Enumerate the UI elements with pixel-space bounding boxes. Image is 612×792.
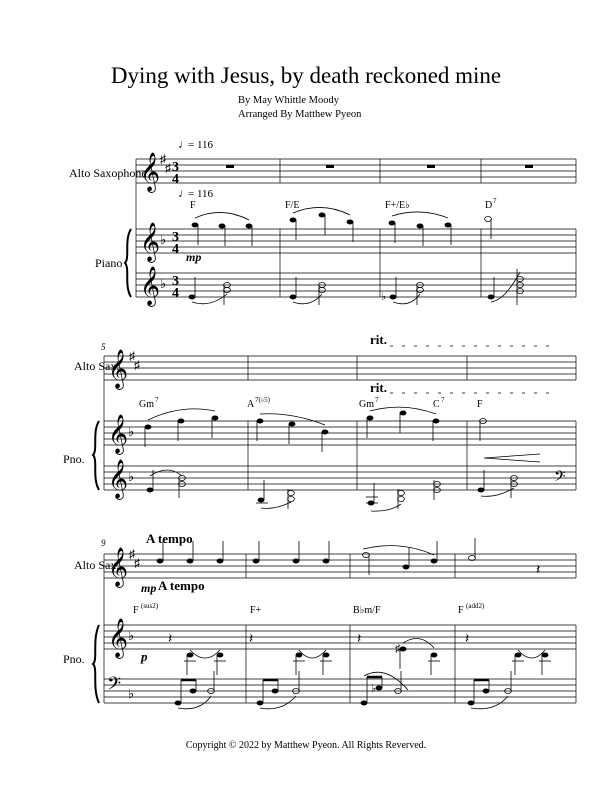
- system-1-strokes: [192, 207, 523, 305]
- system-3: [93, 554, 576, 703]
- sharp-icon: ♯: [134, 358, 140, 372]
- instrument-label-sax: Alto Saxophone: [69, 166, 147, 180]
- chord-symbol: Gm: [359, 399, 374, 410]
- quarter-rest-icon: 𝄽: [465, 632, 470, 647]
- chord-symbol: A: [247, 399, 255, 410]
- bass-clef-icon: 𝄢: [554, 468, 566, 488]
- dynamic-p: p: [141, 649, 148, 664]
- instrument-label-sax-short: Alto Sax.: [74, 558, 120, 572]
- chord-symbol: B♭m/F: [353, 605, 381, 616]
- chord-symbol: F/E: [285, 200, 300, 211]
- page-title: Dying with Jesus, by death reckoned mine: [110, 63, 502, 88]
- time-sig-den: 4: [172, 172, 179, 187]
- a-tempo-marking: A tempo: [146, 531, 193, 546]
- chord-suffix: 7(♭5): [255, 396, 270, 404]
- a-tempo-marking: A tempo: [158, 578, 205, 593]
- treble-clef-icon: 𝄞: [108, 416, 129, 453]
- measure-number: 9: [101, 538, 106, 548]
- quarter-rest-icon: 𝄽: [249, 632, 254, 647]
- instrument-label-sax-short: Alto Sax.: [74, 359, 120, 373]
- quarter-rest-icon: 𝄽: [168, 632, 173, 647]
- chord-symbol: C: [433, 399, 440, 410]
- system-2-strokes: [145, 407, 517, 511]
- system-1-glyphs: [140, 137, 533, 307]
- flat-icon: ♭: [160, 232, 167, 247]
- dynamic-mp: mp: [186, 250, 202, 264]
- treble-clef-icon: 𝄞: [140, 154, 161, 191]
- sharp-icon: ♯: [160, 152, 166, 166]
- quarter-rest-icon: 𝄽: [536, 563, 541, 578]
- flat-icon: ♭: [160, 276, 167, 291]
- quarter-note-icon: ♩: [178, 137, 190, 151]
- chord-suffix: 7: [375, 396, 379, 404]
- quarter-rest-icon: 𝄽: [357, 632, 362, 647]
- rit-marking: rit.: [370, 332, 387, 347]
- flat-icon: ♭: [381, 291, 387, 303]
- chord-symbol: F+: [250, 605, 262, 616]
- tempo-mark: = 116: [188, 139, 214, 151]
- sharp-icon: ♯: [395, 643, 401, 655]
- copyright-notice: Copyright © 2022 by Matthew Pyeon. All Rights Reverved.: [185, 740, 427, 751]
- chord-symbol: F: [190, 200, 196, 211]
- time-sig-den: 4: [172, 242, 179, 257]
- treble-clef-icon: 𝄞: [108, 461, 129, 498]
- system-3-strokes: [163, 538, 551, 709]
- chord-symbol: Gm: [139, 399, 154, 410]
- chord-symbol: F+/E♭: [385, 200, 410, 211]
- instrument-label-piano-short: Pno.: [63, 452, 85, 466]
- treble-clef-icon: 𝄞: [108, 549, 129, 586]
- dynamic-mp: mp: [141, 581, 157, 595]
- time-sig-den: 4: [172, 286, 179, 301]
- composer-credit: By May Whittle Moody: [238, 95, 340, 106]
- flat-icon: ♭: [128, 469, 135, 484]
- chord-suffix: 7: [493, 197, 497, 205]
- chord-suffix: (add2): [466, 602, 485, 610]
- time-sig-num: 3: [172, 230, 179, 245]
- sharp-icon: ♯: [129, 349, 135, 363]
- instrument-label-piano-short: Pno.: [63, 652, 85, 666]
- arranger-credit: Arranged By Matthew Pyeon: [238, 109, 362, 120]
- chord-symbol: F: [133, 605, 139, 616]
- chord-symbol: D: [485, 200, 493, 211]
- chord-suffix: 7: [155, 396, 159, 404]
- sharp-icon: ♯: [129, 547, 135, 561]
- quarter-note-icon: ♩: [178, 186, 190, 200]
- treble-clef-icon: 𝄞: [108, 620, 129, 657]
- instrument-label-piano: Piano: [95, 256, 123, 270]
- measure-number: 5: [101, 342, 106, 352]
- flat-icon: ♭: [128, 628, 135, 643]
- chord-symbol: F: [477, 399, 483, 410]
- system-2: [93, 346, 576, 490]
- chord-suffix: 7: [441, 396, 445, 404]
- time-sig-num: 3: [172, 274, 179, 289]
- time-sig-num: 3: [172, 160, 179, 175]
- sharp-icon: ♯: [165, 161, 171, 175]
- flat-icon: ♭: [128, 686, 135, 701]
- bass-clef-icon: 𝄢: [107, 673, 122, 698]
- chord-suffix: (sus2): [141, 602, 159, 610]
- flat-icon: ♭: [128, 424, 135, 439]
- flat-icon: ♭: [371, 683, 377, 695]
- treble-clef-icon: 𝄞: [140, 268, 161, 305]
- sharp-icon: ♯: [134, 556, 140, 570]
- treble-clef-icon: 𝄞: [108, 351, 129, 388]
- rit-marking: rit.: [370, 380, 387, 395]
- chord-symbol: F: [458, 605, 464, 616]
- tempo-mark: = 116: [188, 188, 214, 200]
- system-2-glyphs: [101, 332, 566, 506]
- system-1: [125, 159, 576, 297]
- treble-clef-icon: 𝄞: [140, 224, 161, 261]
